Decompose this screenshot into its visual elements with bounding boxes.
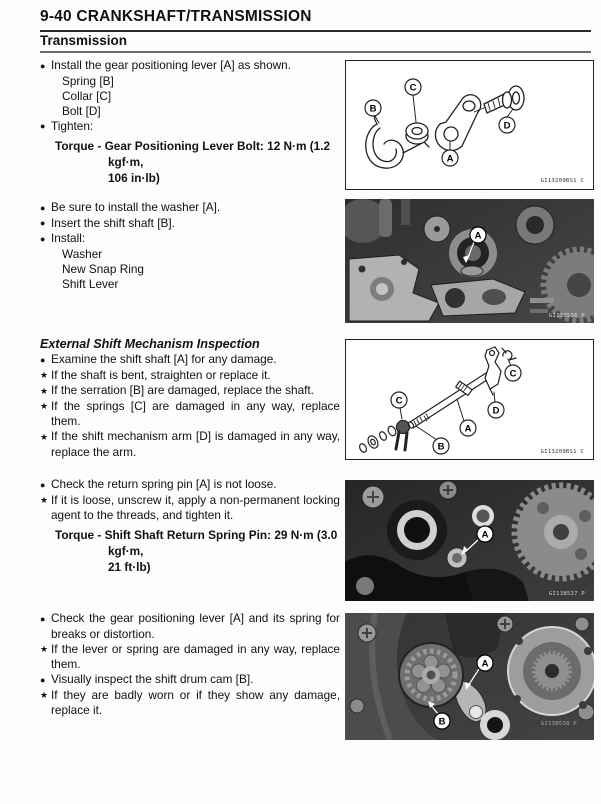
- bullet-marker: ●: [40, 674, 46, 685]
- figure3-labels: [391, 365, 521, 454]
- instruction-line: [40, 200, 340, 216]
- instruction-text: Install the gear positioning lever [A] as shown.: [51, 58, 292, 72]
- instruction-text: Examine the shift shaft [A] for any damage.: [51, 352, 277, 366]
- condition-text: If the shaft is bent, straighten or replace it.: [51, 367, 271, 382]
- instruction-line: [40, 477, 340, 493]
- torque-line2: 106 in·lb): [108, 171, 160, 185]
- star-marker: ★: [40, 385, 49, 396]
- instruction-text: Visually inspect the shift drum cam [B].: [51, 672, 254, 686]
- page-title: 9-40 CRANKSHAFT/TRANSMISSION: [40, 8, 312, 25]
- figure1-label-b: B: [369, 103, 377, 115]
- condition-line: [40, 429, 340, 460]
- figure-washer-photo: [345, 199, 594, 323]
- condition-line: [40, 642, 340, 673]
- washer-photo-illustration: [345, 199, 594, 323]
- figure3-label-c-top: C: [509, 368, 517, 380]
- figure2-label-a: A: [474, 230, 482, 242]
- section-title: Transmission: [40, 33, 128, 48]
- figure1-label-d: D: [503, 120, 511, 132]
- figure1-labels: [365, 79, 515, 166]
- part-text: New Snap Ring: [62, 261, 144, 276]
- part-line: [40, 262, 340, 277]
- instruction-text: Install:: [51, 231, 86, 245]
- figure3-label-d: D: [492, 405, 500, 417]
- instruction-line: [40, 611, 340, 642]
- lever-parts-illustration: [346, 61, 593, 189]
- instruction-text: Check the return spring pin [A] is not loose.: [51, 477, 277, 491]
- bullet-marker: ●: [40, 121, 46, 131]
- bullet-marker: ●: [40, 354, 46, 365]
- part-text: Bolt [D]: [62, 103, 101, 118]
- figure5-label-b: B: [438, 716, 446, 728]
- bullet-marker: ●: [40, 479, 46, 490]
- part-line: [40, 89, 340, 104]
- star-marker: ★: [40, 401, 49, 411]
- figure5-label-a: A: [481, 658, 489, 670]
- star-marker: ★: [40, 644, 49, 654]
- torque-line1: Torque - Shift Shaft Return Spring Pin: 29 N·m (3.0 kgf·m,: [55, 528, 338, 558]
- condition-text: If the lever or spring are damaged in any way, replace them.: [51, 641, 340, 671]
- bullet-marker: ●: [40, 218, 46, 228]
- shift-shaft-illustration: [346, 340, 593, 459]
- condition-text: If they are badly worn or if they show any damage, replace it.: [51, 687, 340, 717]
- header-divider: [40, 30, 591, 32]
- instruction-line: [40, 119, 340, 135]
- inspection-heading: External Shift Mechanism Inspection: [40, 337, 260, 351]
- condition-line: [40, 493, 340, 524]
- part-line: [40, 104, 340, 119]
- bullet-marker: ●: [40, 613, 46, 624]
- torque-line1: Torque - Gear Positioning Lever Bolt: 12 N·m (1.2 kgf·m,: [55, 139, 331, 169]
- step-block-shift-shaft: [40, 200, 340, 292]
- condition-line: [40, 383, 340, 399]
- bullet-marker: ●: [40, 60, 46, 71]
- instruction-line: [40, 231, 340, 247]
- condition-line: [40, 399, 340, 430]
- star-marker: ★: [40, 431, 49, 442]
- figure5-code: GI138538 P: [540, 721, 577, 727]
- star-marker: ★: [40, 495, 49, 505]
- return-spring-pin-illustration: [345, 480, 594, 601]
- lever-and-cam-illustration: [345, 613, 594, 740]
- figure4-label-a: A: [481, 529, 489, 541]
- instruction-text: Insert the shift shaft [B].: [51, 215, 175, 230]
- step-block-install-lever: [40, 58, 340, 186]
- figure3-code: GI13209BS1 C: [540, 449, 584, 455]
- figure1-code: GI13209BS1 C: [540, 178, 584, 184]
- step-block-return-spring-pin: [40, 477, 340, 575]
- bullet-marker: ●: [40, 233, 46, 244]
- part-line: [40, 74, 340, 89]
- figure-return-spring-pin-photo: [345, 480, 594, 601]
- figure3-label-a: A: [464, 423, 472, 435]
- condition-text: If the springs [C] are damaged in any way, replace them.: [51, 398, 340, 428]
- condition-line: [40, 688, 340, 719]
- part-text: Washer: [62, 246, 103, 261]
- step-block-gear-positioning-lever: [40, 611, 340, 718]
- star-marker: ★: [40, 370, 49, 380]
- condition-text: If the serration [B] are damaged, replace the shaft.: [51, 383, 314, 397]
- part-text: Shift Lever: [62, 276, 119, 291]
- instruction-text: Be sure to install the washer [A].: [51, 200, 221, 214]
- instruction-text: Check the gear positioning lever [A] and its spring for breaks or distortion.: [51, 611, 340, 641]
- figure4-code: GI138537 P: [548, 591, 585, 597]
- star-marker: ★: [40, 690, 49, 700]
- bullet-marker: ●: [40, 202, 46, 213]
- instruction-line: [40, 216, 340, 232]
- figure-lever-parts-drawing: [345, 60, 594, 190]
- part-line: [40, 247, 340, 262]
- figure-lever-and-cam-photo: [345, 613, 594, 740]
- instruction-line: [40, 58, 340, 74]
- condition-line: [40, 368, 340, 384]
- part-line: [40, 277, 340, 292]
- figure-shift-shaft-drawing: [345, 339, 594, 460]
- figure1-label-c: C: [409, 82, 417, 94]
- section-divider: [40, 51, 591, 53]
- condition-text: If the shift mechanism arm [D] is damaged in any way, replace the arm.: [51, 429, 340, 459]
- torque-spec: [40, 527, 340, 575]
- instruction-line: [40, 352, 340, 368]
- part-text: Spring [B]: [62, 73, 114, 88]
- figure2-code: GI138536 P: [548, 313, 585, 319]
- torque-line2: 21 ft·lb): [108, 560, 151, 574]
- torque-spec: [40, 138, 340, 186]
- figure1-label-a: A: [446, 153, 454, 165]
- inspection-block-shift-mechanism: [40, 336, 340, 460]
- instruction-line: [40, 672, 340, 688]
- instruction-text: Tighten:: [51, 118, 94, 133]
- figure3-label-c-left: C: [395, 395, 403, 407]
- condition-text: If it is loose, unscrew it, apply a non-permanent locking agent to the threads, and tighten it.: [51, 492, 340, 522]
- part-text: Collar [C]: [62, 88, 112, 103]
- figure3-label-b: B: [437, 441, 445, 453]
